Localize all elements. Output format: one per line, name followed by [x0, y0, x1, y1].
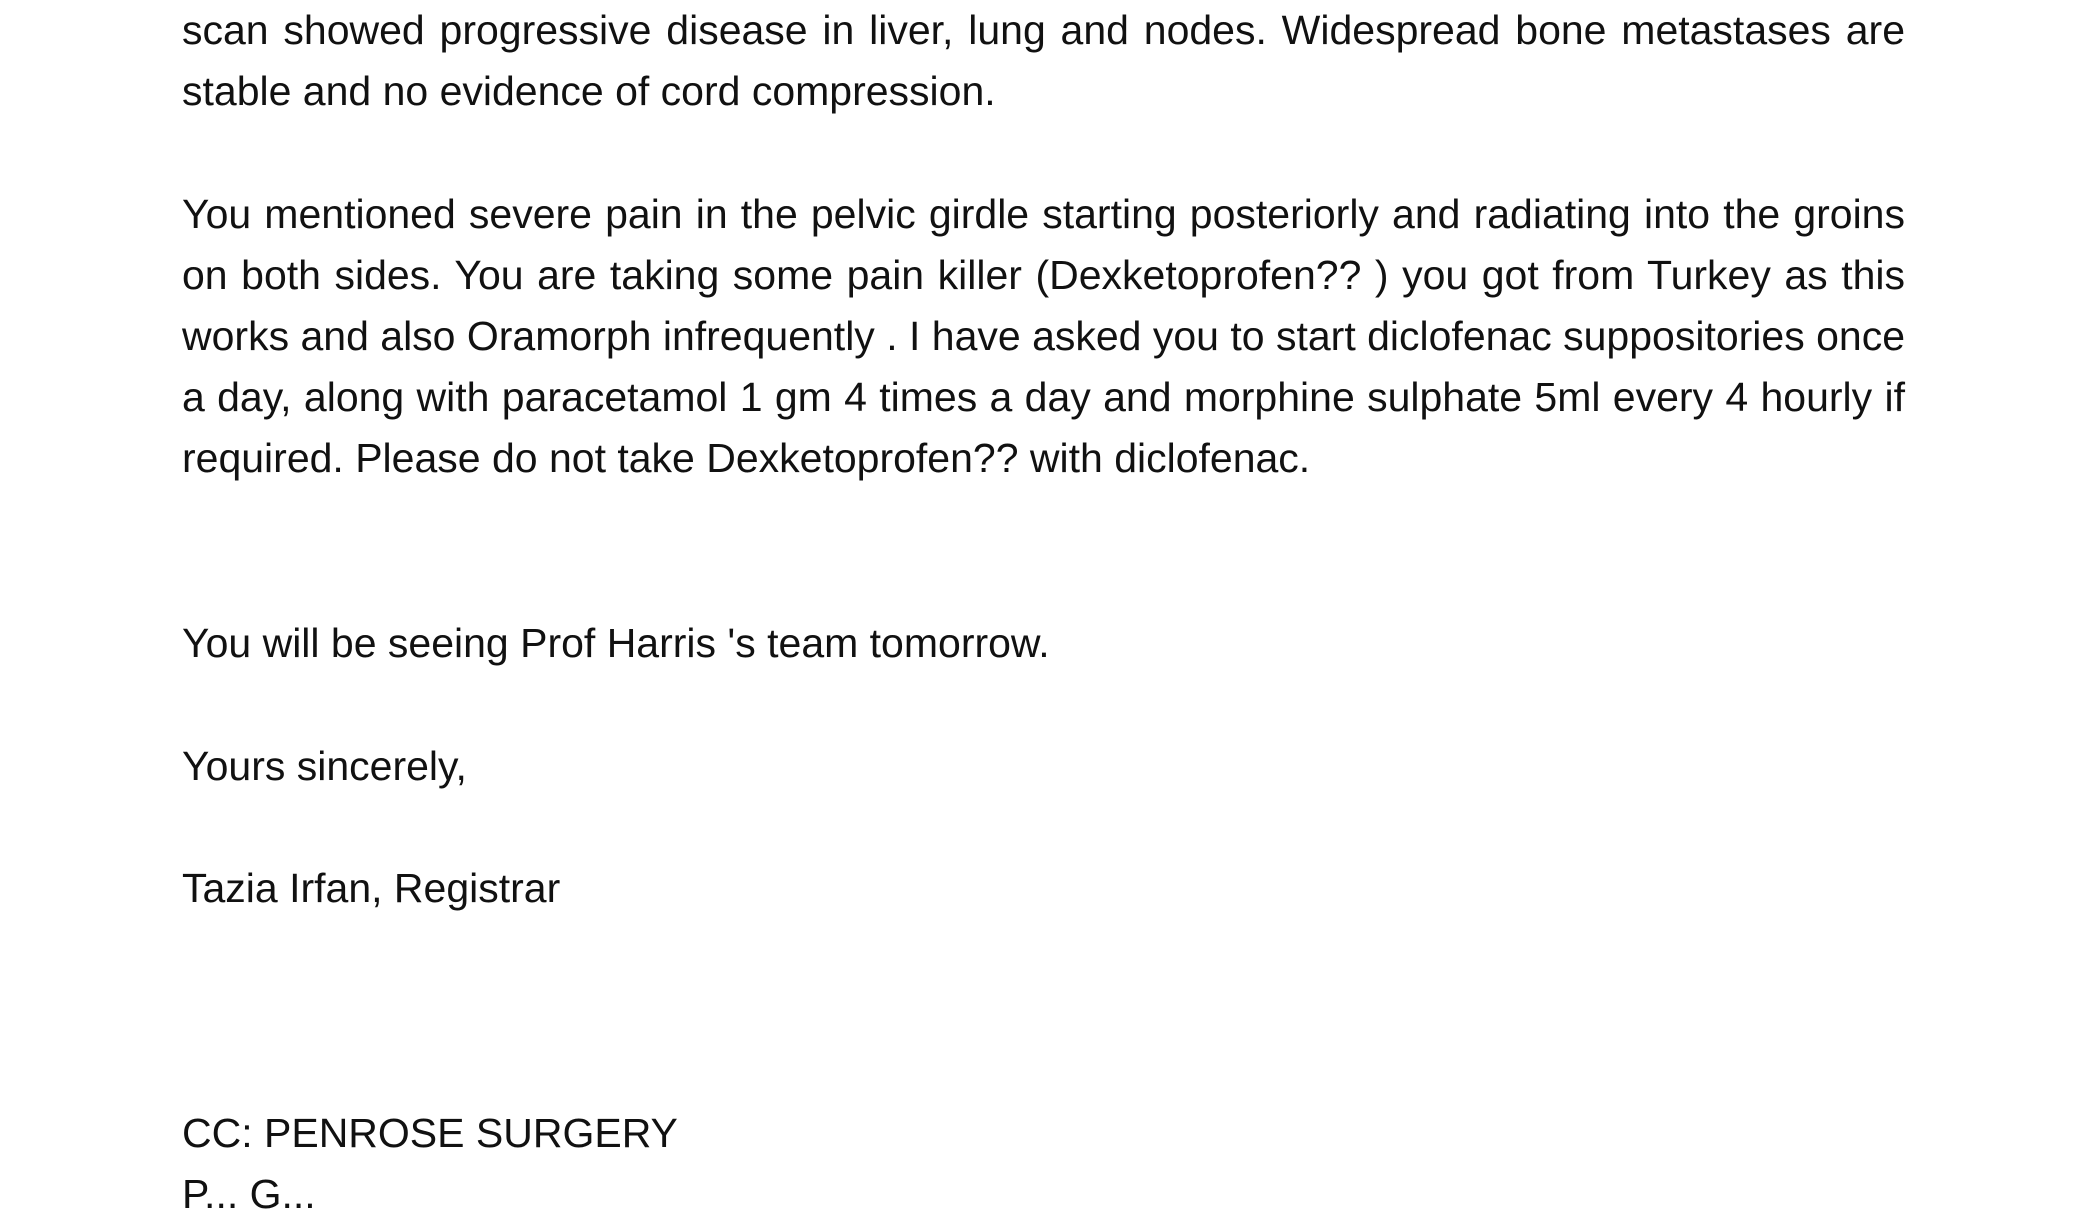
pain-management-paragraph: You mentioned severe pain in the pelvic girdle starting posteriorly and radiating into the groins on both sides. You are taking some pain killer (Dexketoprofen?? ) you got from Turkey as this works and also Oramorph infrequently . I have asked you to start diclofenac suppositories once a day, along with paracetamol 1 gm 4 times a day and morphine sulphate 5ml every 4 hourly if required. Please do not take Dexketoprofen?? with diclofenac. [182, 191, 1905, 481]
cc-recipient: CC: PENROSE SURGERY [182, 1110, 678, 1156]
cc-block [182, 1103, 1905, 1225]
follow-up-paragraph: You will be seeing Prof Harris 's team tomorrow. [182, 620, 1050, 666]
cc-address-partial: P... G... [182, 1171, 316, 1217]
signature-line: Tazia Irfan, Registrar [182, 865, 561, 911]
closing-salutation: Yours sincerely, [182, 743, 467, 789]
scan-results-paragraph: scan showed progressive disease in liver, lung and nodes. Widespread bone metastases are stable and no evidence of cord compression. [182, 7, 1905, 114]
